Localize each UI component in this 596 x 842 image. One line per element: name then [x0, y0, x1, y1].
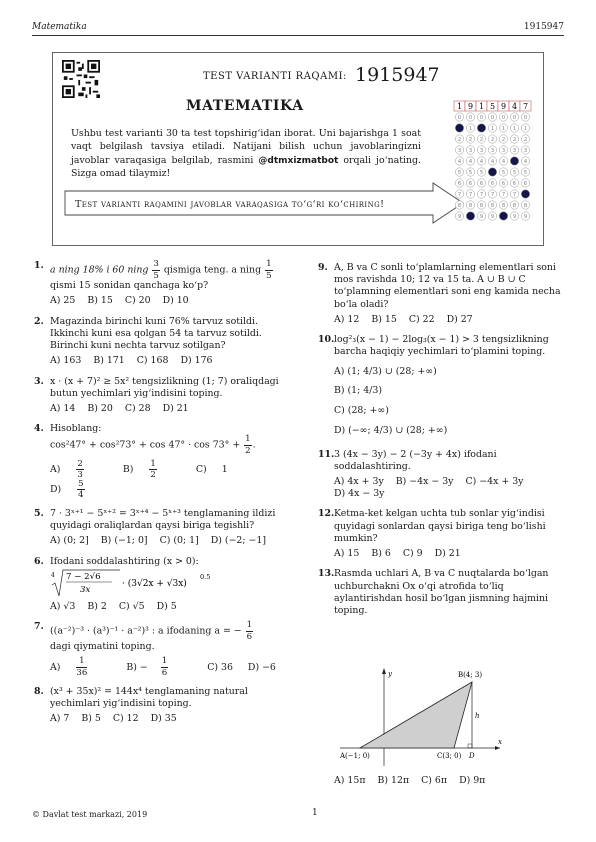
page-number: 1	[312, 808, 318, 818]
question-11: 11. 3 (4x − 3y) − 2 (−3y + 4x) ifodani soddalashtiring. A) 4x + 3y B) −4x − 3y C) −4x + 3y D) 4x − 3y	[318, 448, 524, 500]
bubble-digit: 8	[468, 203, 473, 210]
question-8: 8. (x³ + 35x)² = 144x⁴ tenglamaning natural yechimlari yig‘indisini toping. A) 7 B) 5 C) 12 D) 35	[34, 685, 248, 725]
question-2: 2. Magazinda birinchi kuni 76% tarvuz sotildi. Ikkinchi kuni esa qolgan 54 ta tarvuz sotildi. Birinchi kuni nechta tarvuz sotilgan? A) 163 B) 171 C) 168 D) 176	[34, 315, 262, 367]
digit-label: 9	[467, 102, 474, 111]
bubble-digit: 6	[468, 181, 473, 188]
bubble-digit: 2	[512, 137, 517, 144]
svg-text:x: x	[498, 738, 502, 746]
bubble-digit: 5	[468, 170, 473, 177]
bubble-digit: 0	[501, 115, 506, 122]
bubble-filled	[466, 212, 474, 220]
bubble-digit: 5	[523, 170, 528, 177]
svg-text:0.5: 0.5	[200, 572, 211, 581]
bubble-digit: 0	[479, 115, 484, 122]
bubble-digit: 8	[457, 203, 462, 210]
bubble-digit: 2	[468, 137, 473, 144]
bubble-digit: 3	[479, 148, 484, 155]
svg-text:· (3√2x + √3x): · (3√2x + √3x)	[122, 578, 187, 589]
digit-label: 1	[478, 102, 485, 111]
bubble-digit: 3	[468, 148, 473, 155]
root-expression	[50, 568, 250, 598]
bubble-digit: 9	[490, 214, 495, 221]
bubble-digit: 1	[523, 126, 528, 133]
bubble-digit: 0	[468, 115, 473, 122]
svg-text:C(3; 0): C(3; 0)	[437, 752, 462, 760]
bubble-digit: 4	[490, 159, 495, 166]
bubble-digit: 8	[490, 203, 495, 210]
svg-text:y: y	[388, 670, 392, 678]
question-6: 6. Ifodani soddalashtiring (x > 0): 4 7 − 2√6 3x · (3√2x + √3x) 0.5 A) √3 B) 2 C) √5 D) 5	[34, 556, 298, 613]
bubble-digit: 5	[479, 170, 484, 177]
bubble-digit: 7	[479, 192, 484, 199]
bubble-digit: 8	[501, 203, 506, 210]
bubble-digit: 3	[490, 148, 495, 155]
bubble-filled	[455, 124, 463, 132]
bubble-filled	[510, 157, 518, 165]
bubble-digit: 0	[523, 115, 528, 122]
bot-handle: @dtmxizmatbot	[258, 155, 339, 166]
bubble-digit: 8	[512, 203, 517, 210]
svg-text:4: 4	[51, 571, 55, 579]
bubble-digit: 6	[479, 181, 484, 188]
bubble-digit: 9	[479, 214, 484, 221]
bubble-digit: 3	[501, 148, 506, 155]
digit-label: 9	[500, 102, 507, 111]
bubble-digit: 1	[490, 126, 495, 133]
answer-bubble-grid	[453, 99, 533, 229]
svg-text:A(−1; 0): A(−1; 0)	[340, 752, 370, 760]
svg-text:3x: 3x	[80, 584, 91, 595]
left-column	[34, 260, 298, 733]
bubble-digit: 3	[457, 148, 462, 155]
qr-code-icon	[62, 60, 100, 98]
bubble-digit: 0	[490, 115, 495, 122]
bubble-digit: 1	[512, 126, 517, 133]
bubble-filled	[488, 168, 496, 176]
question-13-options: A) 15π B) 12π C) 6π D) 9π	[334, 775, 486, 786]
bubble-digit: 9	[457, 214, 462, 221]
arrow-banner-text: Test varianti raqamini javoblar varaqasiga to‘g‘ri ko‘chiring!	[75, 199, 385, 210]
bubble-digit: 4	[523, 159, 528, 166]
question-4: 4. Hisoblang: cos²47° + cos²73° + cos 47° · cos 73° + $\frac{1}{2}$ . A) $\frac{2}{3}$ B) $\frac{1}{2}$ C) 1 D) $\frac{5}{4}$	[34, 423, 256, 501]
svg-text:B(4; 3): B(4; 3)	[458, 671, 483, 679]
bubble-digit: 2	[490, 137, 495, 144]
bubble-digit: 6	[512, 181, 517, 188]
svg-text:7 − 2√6: 7 − 2√6	[66, 571, 101, 582]
bubble-digit: 0	[512, 115, 517, 122]
bubble-digit: 2	[523, 137, 528, 144]
cover-box	[52, 52, 544, 246]
question-5: 5. 7 · 3ˣ⁺¹ − 5ˣ⁺² = 3ˣ⁺⁴ − 5ˣ⁺³ tenglamaning ildizi quyidagi oraliqlardan qaysi biriga tegishli? A) (0; 2] B) (−1; 0] C) (0; 1] D) (−2; −1]	[34, 507, 276, 547]
bubble-digit: 4	[479, 159, 484, 166]
question-1: 1. a ning 18% i 60 ning $\frac{3}{5}$ qismiga teng. a ning $\frac{1}{5}$ qismi 15 sonidan qanchaga ko‘p? A) 25 B) 15 C) 20 D) 10	[34, 259, 272, 307]
triangle-figure	[340, 668, 510, 768]
right-column	[318, 262, 566, 625]
bubble-digit: 2	[479, 137, 484, 144]
question-9: 9. A, B va C sonli to‘plamlarning elementlari soni mos ravishda 10; 12 va 15 ta. A ∪ B ∪ C to‘plamning elementlari soni eng kamida necha bo‘la oladi? A) 12 B) 15 C) 22 D) 27	[318, 262, 561, 325]
bubble-filled	[477, 124, 485, 132]
bubble-digit: 9	[512, 214, 517, 221]
bubble-digit: 5	[512, 170, 517, 177]
header-subject: Matematika	[32, 22, 87, 32]
bubble-digit: 8	[479, 203, 484, 210]
bubble-digit: 5	[457, 170, 462, 177]
bubble-digit: 0	[457, 115, 462, 122]
bubble-digit: 7	[512, 192, 517, 199]
variant-number: 1915947	[355, 64, 440, 86]
header-code: 1915947	[523, 22, 564, 32]
intro-text: Ushbu test varianti 30 ta test topshirig‘idan iborat. Uni bajarishga 1 soat vaqt belgilash tavsiya etiladi. Natijani bilish uchun javoblaringizni javoblar varaqasiga belgilab, rasmini @dtmxizmatbot orqali jo‘nating. Sizga omad tilaymiz!	[71, 128, 421, 180]
page-header	[32, 22, 564, 36]
bubble-digit: 4	[468, 159, 473, 166]
bubble-digit: 9	[523, 214, 528, 221]
bubble-digit: 6	[501, 181, 506, 188]
question-7: 7. ((a⁻²)⁻³ · (a³)⁻¹ · a⁻²)³ : a ifodaning a = − $\frac{1}{6}$ dagi qiymatini toping. A) $\frac{1}{36}$ B) − $\frac{1}{6}$ C) 36 D) −6	[34, 620, 276, 679]
bubble-digit: 7	[468, 192, 473, 199]
digit-label: 4	[511, 102, 518, 111]
subject-title: MATEMATIKA	[186, 98, 304, 114]
bubble-filled	[521, 190, 529, 198]
copyright: © Davlat test markazi, 2019	[32, 810, 148, 819]
bubble-digit: 7	[501, 192, 506, 199]
bubble-digit: 6	[490, 181, 495, 188]
bubble-digit: 6	[523, 181, 528, 188]
bubble-digit: 8	[523, 203, 528, 210]
bubble-digit: 1	[468, 126, 473, 133]
variant-label: TEST VARIANTI RAQAMI:	[203, 71, 347, 82]
bubble-digit: 1	[501, 126, 506, 133]
bubble-digit: 7	[490, 192, 495, 199]
digit-label: 1	[456, 102, 463, 111]
bubble-digit: 2	[457, 137, 462, 144]
bubble-digit: 3	[523, 148, 528, 155]
bubble-digit: 5	[501, 170, 506, 177]
question-3: 3. x · (x + 7)² ≥ 5x² tengsizlikning (1; 7) oraliqdagi butun yechimlari yig‘indisini toping. A) 14 B) 20 C) 28 D) 21	[34, 375, 279, 414]
bubble-digit: 7	[457, 192, 462, 199]
digit-label: 7	[522, 102, 529, 111]
svg-text:h: h	[475, 712, 480, 720]
bubble-digit: 4	[501, 159, 506, 166]
question-10: 10. log²₃(x − 1) − 2log₃(x − 1) > 3 tengsizlikning barcha haqiqiy yechimlari to‘plamini toping. A) (1; 4/3) ∪ (28; +∞) B) (1; 4/3) C) (28; +∞) D) (−∞; 4/3) ∪ (28; +∞)	[318, 334, 549, 436]
question-12: 12. Ketma-ket kelgan uchta tub sonlar yig‘indisi quyidagi sonlardan qaysi biriga teng bo‘lishi mumkin? A) 15 B) 6 C) 9 D) 21	[318, 508, 546, 560]
bubble-digit: 2	[501, 137, 506, 144]
bubble-digit: 6	[457, 181, 462, 188]
bubble-digit: 4	[457, 159, 462, 166]
svg-text:D: D	[469, 752, 475, 760]
digit-label: 5	[489, 102, 496, 111]
bubble-digit: 3	[512, 148, 517, 155]
question-13: 13. Rasmda uchlari A, B va C nuqtalarda bo‘lgan uchburchakni Ox o‘qi atrofida to‘liq aylantirishdan hosil bo‘lgan jismning hajmini toping.	[318, 568, 549, 616]
bubble-filled	[499, 212, 507, 220]
